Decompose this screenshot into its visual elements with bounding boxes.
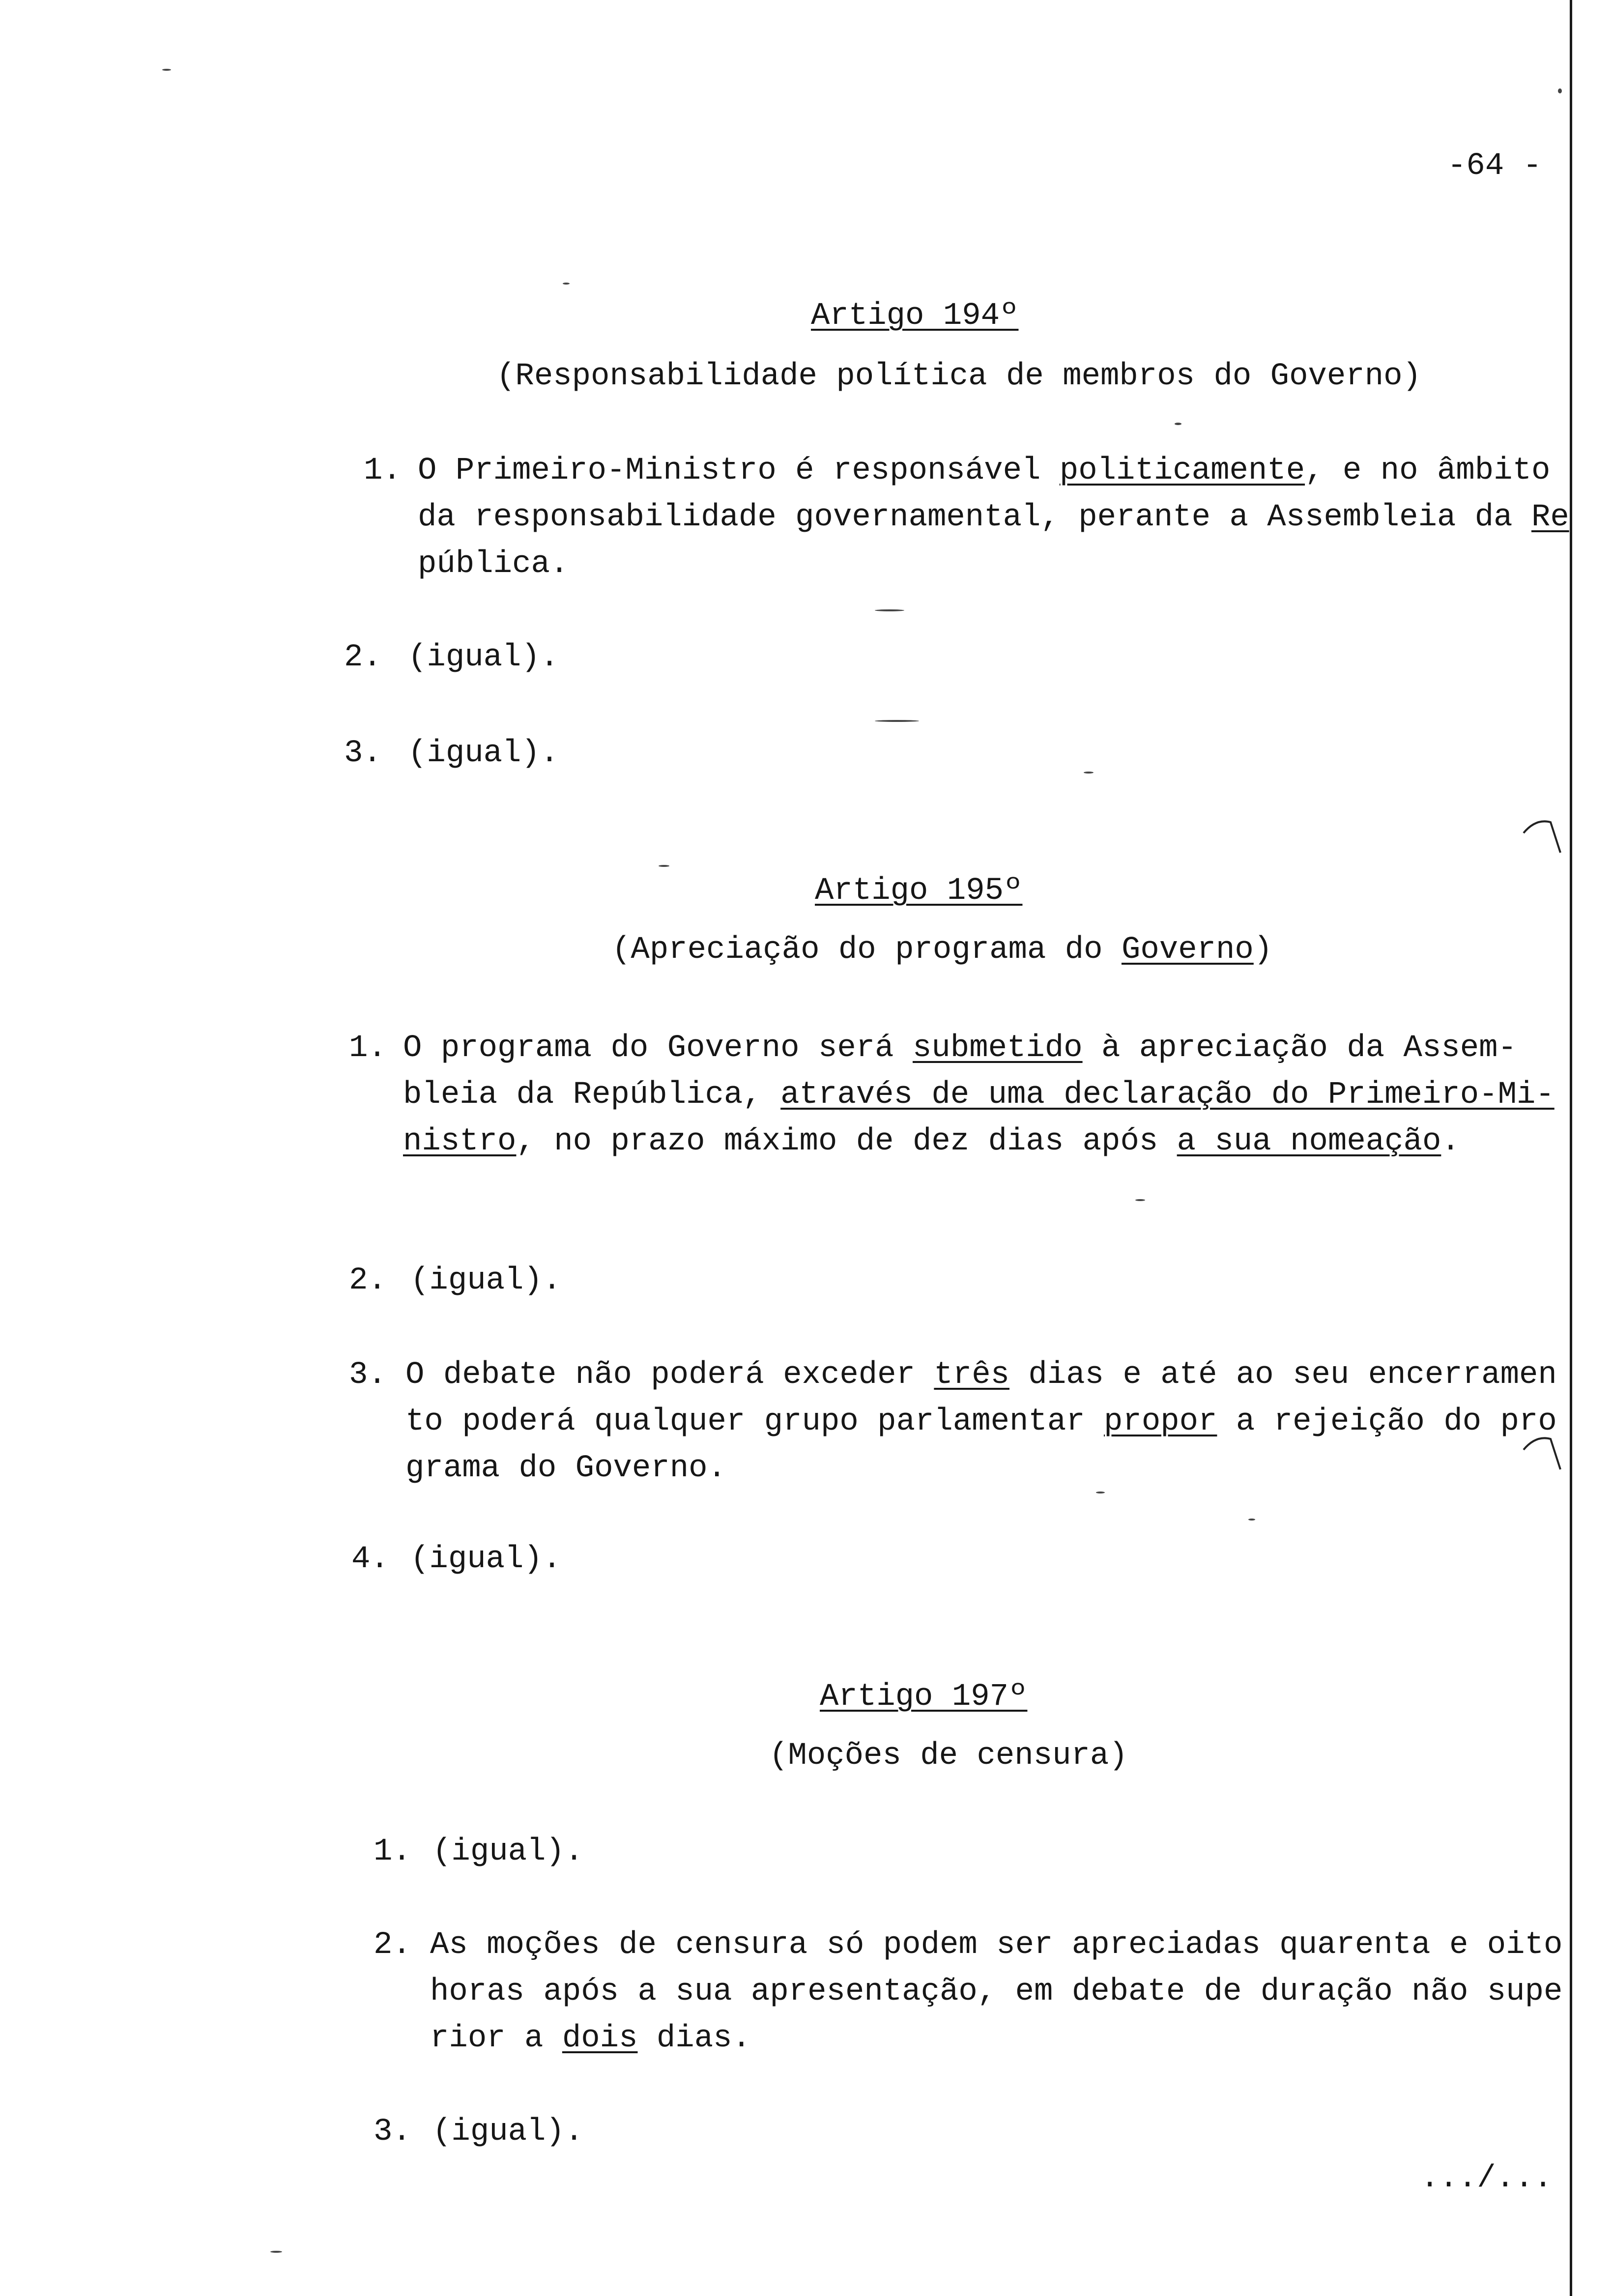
page-edge-border [1570,0,1572,2296]
text-segment: , e no âmbito [1305,453,1551,488]
text-segment: (igual). [432,2114,584,2150]
article-194-item-1-line-1 [418,447,1550,494]
text-segment: pública. [418,546,569,582]
article-195-item-1-line-1 [403,1025,1517,1072]
article-195-item-2-number: 2. [349,1263,387,1298]
article-195-item-2-text [410,1257,561,1304]
article-194-item-3-text [408,730,559,777]
article-197-item-1-text [432,1828,583,1875]
article-194-item-2-number: 2. [344,640,382,675]
underlined-text: Governo [1121,932,1254,968]
article-195-heading: Artigo 195º [815,873,1023,909]
scan-speck [1135,1199,1145,1201]
text-segment: horas após a sua apresentação, em debate de duração não supe [430,1974,1563,2009]
article-195-item-1-line-2 [403,1071,1554,1119]
scan-speck [1096,1492,1105,1493]
text-segment: (Apreciação do programa do [612,932,1122,968]
margin-mark-icon [1521,813,1565,858]
article-197-item-2-line-3 [430,2015,751,2062]
text-segment: . [1441,1124,1460,1159]
continuation-mark: .../... [1420,2161,1553,2196]
text-segment: (igual). [410,1542,562,1577]
article-195-subtitle [612,926,1272,974]
text-segment: As moções de censura só podem ser apreciadas quarenta e oito [430,1927,1563,1963]
article-194-subtitle: (Responsabilidade política de membros do Governo) [496,359,1421,394]
article-197-item-1-number: 1. [374,1834,411,1869]
article-195-item-1-line-3 [403,1118,1460,1165]
article-194-item-1-line-3 [418,541,569,588]
underlined-text: a sua nomeação [1177,1124,1441,1159]
text-segment: à apreciação da Assem- [1082,1031,1517,1066]
scan-speck [162,69,171,71]
scan-speck [1558,88,1562,93]
article-195-item-3-line-1 [405,1351,1557,1399]
article-197-item-3-text [432,2108,583,2155]
article-194-heading: Artigo 194º [811,298,1019,334]
text-segment: rior a [430,2021,562,2056]
scan-speck [875,720,919,722]
text-segment: da responsabilidade governamental, perante a Assembleia da [418,500,1531,535]
article-195-item-3-line-2 [405,1398,1557,1445]
scan-speck [270,2251,282,2253]
scan-speck [563,283,570,285]
article-197-item-2-line-1 [430,1922,1562,1969]
article-197-item-2-number: 2. [374,1927,411,1963]
text-segment: O debate não poderá exceder [405,1357,934,1393]
text-segment: a rejeição do pro [1217,1404,1557,1439]
text-segment: to poderá qualquer grupo parlamentar [405,1404,1104,1439]
article-195-item-4-text [410,1536,561,1583]
text-segment: dias e até ao seu encerramen [1009,1357,1557,1393]
article-197-item-3-number: 3. [374,2114,411,2150]
article-195-item-3-number: 3. [349,1357,387,1393]
underlined-text: submetido [912,1031,1083,1066]
text-segment: (igual). [410,1263,562,1298]
text-segment: (igual). [408,736,559,771]
margin-mark-icon [1521,1430,1565,1474]
underlined-text: Re [1531,500,1569,535]
article-195-item-3-line-3 [405,1445,726,1492]
article-194-item-1-number: 1. [364,453,402,488]
underlined-text: propor [1104,1404,1217,1439]
text-segment: , no prazo máximo de dez dias após [516,1124,1177,1159]
underlined-text: três [934,1357,1009,1393]
article-194-item-3-number: 3. [344,736,382,771]
article-195-item-1-number: 1. [349,1031,387,1066]
article-194-item-2-text [408,634,559,681]
text-segment: O programa do Governo será [403,1031,913,1066]
underlined-text: através de uma declaração do Primeiro-Mi- [780,1077,1554,1113]
page-number: -64 - [1447,148,1542,184]
scan-speck [1084,772,1094,774]
article-197-item-2-line-2 [430,1968,1562,2015]
text-segment: O Primeiro-Ministro é responsável [418,453,1060,488]
text-segment: grama do Governo. [405,1451,726,1486]
underlined-text: nistro [403,1124,517,1159]
scan-speck [875,609,904,611]
text-segment: (igual). [408,640,559,675]
article-194-item-1-line-2 [418,494,1569,541]
text-segment: bleia da República, [403,1077,781,1113]
article-197-subtitle: (Moções de censura) [769,1738,1128,1774]
text-segment: ) [1253,932,1273,968]
article-195-item-4-number: 4. [351,1542,389,1577]
underlined-text: dois [562,2021,638,2056]
article-197-heading: Artigo 197º [820,1679,1028,1715]
text-segment: (igual). [432,1834,584,1869]
scan-speck [659,865,669,867]
underlined-text: politicamente [1059,453,1305,488]
scan-speck [1175,423,1181,425]
text-segment: dias. [637,2021,751,2056]
scan-speck [1248,1519,1255,1521]
